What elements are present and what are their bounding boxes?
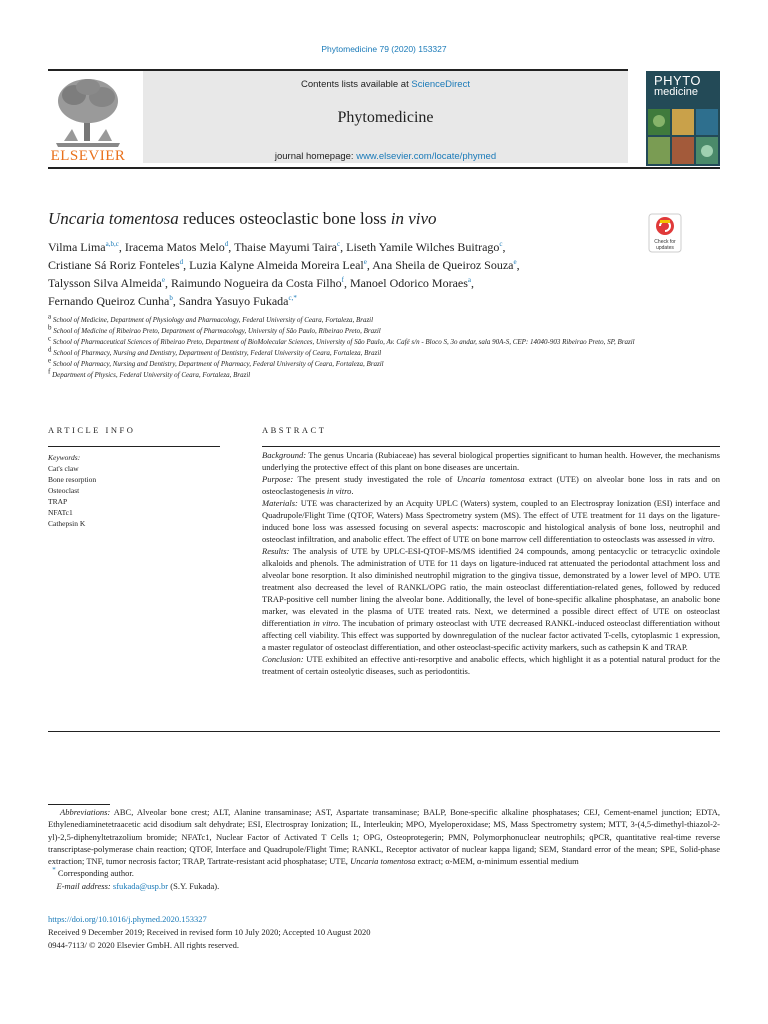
copyright: 0944-7113/ © 2020 Elsevier GmbH. All rights reserved. bbox=[48, 940, 239, 950]
homepage-link[interactable]: www.elsevier.com/locate/phymed bbox=[356, 151, 497, 162]
abstract-results: Results: The analysis of UTE by UPLC-ESI-QTOF-MS/MS identified 24 compounds, among pentacyclic or tetracyclic oxindole alkaloids and phenols. The administration of UTE for 11 days on ligature-induced rat attenuated the periodontal attachment loss and alveolar bone resorption. It also diminished neutrophil migration to the gingiva tissue, demonstrated by a lower level of MPO. UTE treatment also decreased the level of RANKL/OPG ratio, the main osteoclast differentiation-related genes, followed by reduced TRAP-positive cell number lining the alveolar bone. Additionally, the level of bone-specific alkaline phosphatase, an anabolic bone marker, was elevated in the plasma of UTE treated rats. Next, we determined a possible direct effect of UTE on osteoclast differentiation in vitro. The incubation of primary osteoclast with UTE decreased RANKL-induced osteoclast differentiation without affecting cell viability. This effect was supported by downregulation of the nuclear factor activated T-cells, cytoplasmic 1 expression, a master regulator of osteoclast differentiation, and other osteoclast-specific activity markers, such as cathepsin K and TRAP. bbox=[262, 546, 720, 652]
author[interactable]: Liseth Yamile Wilches Buitrago$^c$ bbox=[346, 240, 503, 254]
abstract-purpose: Purpose: The present study investigated the role of Uncaria tomentosa extract (UTE) on alveolar bone loss in rats and on osteoclastogenesis in vitro. bbox=[262, 474, 720, 496]
check-for-updates-badge[interactable] bbox=[648, 213, 682, 253]
affiliation: b School of Medicine of Ribeirao Preto, Department of Pharmacology, University of São Paulo, Ribeirao Preto, Brazil bbox=[48, 323, 381, 335]
corresponding-author-note: * Corresponding author. bbox=[52, 866, 134, 879]
title-middle: reduces osteoclastic bone loss bbox=[178, 209, 391, 228]
cover-title-1: PHYTO bbox=[654, 73, 702, 88]
abstract-rule bbox=[262, 446, 720, 447]
sciencedirect-link[interactable]: ScienceDirect bbox=[411, 79, 470, 90]
author[interactable]: Talysson Silva Almeida$^e$ bbox=[48, 276, 165, 290]
journal-name: Phytomedicine bbox=[337, 109, 434, 126]
header-bottom-rule bbox=[48, 167, 720, 169]
article-info-rule bbox=[48, 446, 220, 447]
keywords-label: Keywords: bbox=[48, 453, 81, 462]
keyword: Cat's claw bbox=[48, 464, 79, 473]
cover-title-2: medicine bbox=[654, 86, 699, 98]
author[interactable]: Luzia Kalyne Almeida Moreira Leal$^e$ bbox=[189, 258, 367, 272]
author[interactable]: Sandra Yasuyo Fukada$^{c,*}$ bbox=[178, 294, 297, 308]
affiliations bbox=[48, 312, 644, 380]
article-info-heading: ARTICLE INFO bbox=[48, 425, 136, 435]
journal-cover-thumbnail[interactable] bbox=[646, 71, 720, 166]
journal-homepage-line bbox=[143, 151, 628, 162]
contents-prefix: Contents lists available at bbox=[301, 79, 412, 90]
doi-link[interactable]: https://doi.org/10.1016/j.phymed.2020.153327 bbox=[48, 914, 207, 924]
cover-artwork bbox=[646, 107, 720, 166]
title-species: Uncaria tomentosa bbox=[48, 209, 179, 228]
elsevier-wordmark[interactable]: ELSEVIER bbox=[50, 148, 126, 164]
affiliation: a School of Medicine, Department of Physiology and Pharmacology, Federal University of Ceara, Fortaleza, Brazil bbox=[48, 312, 374, 324]
email-note: E-mail address: sfukada@usp.br (S.Y. Fukada). bbox=[56, 880, 220, 891]
email-link[interactable]: sfukada@usp.br bbox=[112, 880, 169, 891]
abstract-end-rule bbox=[48, 731, 720, 732]
keyword: Bone resorption bbox=[48, 475, 97, 484]
abstract-materials: Materials: UTE was characterized by an Acquity UPLC (Waters) system, coupled to an Electrospray Ionization (ESI) interface and Quadrupole/Flight Time (QTOF, Waters) Mass Spectrometry system (MS). The effect of UTE treatment for 11 days on the ligature-induced bone loss was assessed focusing on several aspects: macroscopic and histological analysis of bone loss, neutrophil and osteoclast infiltration, and anabolic effect. The effect of UTE on bone marrow cell differentiation to osteoclasts was assessed in vitro. bbox=[262, 498, 720, 544]
received-dates: Received 9 December 2019; Received in revised form 10 July 2020; Accepted 10 August 2020 bbox=[48, 927, 371, 937]
journal-citation[interactable]: Phytomedicine 79 (2020) 153327 bbox=[321, 44, 447, 54]
abstract-background: Background: The genus Uncaria (Rubiaceae) has several biological properties significant to human health. However, the mechanisms underlying the protective effect of this plant on bone diseases are uncertain. bbox=[262, 450, 720, 472]
affiliation: f Department of Physics, Federal University of Ceara, Fortaleza, Brazil bbox=[48, 367, 251, 379]
author[interactable]: Fernando Queiroz Cunha$^b$ bbox=[48, 294, 173, 308]
contents-available-line bbox=[143, 79, 628, 90]
author[interactable]: Thaise Mayumi Taira$^c$ bbox=[234, 240, 341, 254]
author[interactable]: Vilma Lima$^{a,b,c}$ bbox=[48, 240, 119, 254]
author[interactable]: Ana Sheila de Queiroz Souza$^e$ bbox=[372, 258, 517, 272]
svg-text:updates: updates bbox=[656, 245, 674, 251]
abstract-heading: ABSTRACT bbox=[262, 425, 327, 435]
abbreviations-note: Abbreviations: ABC, Alveolar bone crest; ALT, Alanine transaminase; AST, Aspartate transaminase; BALP, Bone-specific alkaline phosphatases; CEJ, Cement-enamel junction; EDTA, Ethylenediaminetetraacetic acid disodium salt dehydrate; ESI, Electrospray Ionization; IL, Interleukin; MPO, Myeloperoxidase; MS, Mass Spectrometry system; MTT, 3-(4,5-dimethyl-thiazol-2-yl)-2,5-diphenyltetrazolium bromide; NFATc1, Nuclear Factor of Activated T Cells 1; OPG, Osteoprotegerin; PMN, Polymorphonuclear neutrophils; qPCR, quantitative real-time reverse transcriptase-polymerase chain reaction; QTOF, Interface and Quadrupole/Flight Time; RANKL, Receptor activator of nuclear kappa ligand; SEM, Standard error of the mean; SPE, Solid-phase extraction; TNF, tumor necrosis factor; TRAP, Tartrate-resistant acid phosphatase; UTE, Uncaria tomentosa extract; α-MEM, α-minimum essential medium bbox=[48, 807, 720, 867]
author[interactable]: Cristiane Sá Roriz Fonteles$^d$ bbox=[48, 258, 184, 272]
author[interactable]: Manoel Odorico Moraes$^a$ bbox=[349, 276, 472, 290]
author[interactable]: Raimundo Nogueira da Costa Filho$^f$ bbox=[170, 276, 344, 290]
affiliation: d School of Pharmacy, Nursing and Dentistry, Department of Dentistry, Federal University of Ceara, Fortaleza, Brazil bbox=[48, 345, 382, 357]
footnotes bbox=[48, 806, 720, 892]
keyword: NFATc1 bbox=[48, 508, 73, 517]
abstract-conclusion: Conclusion: UTE exhibited an effective anti-resorptive and anabolic effects, which highlight it as a potential natural product for the treatment of certain osteolytic diseases, such as periodontitis. bbox=[262, 654, 720, 676]
author[interactable]: Iracema Matos Melo$^d$ bbox=[124, 240, 229, 254]
keyword: Osteoclast bbox=[48, 486, 80, 495]
svg-text:Check for: Check for bbox=[654, 239, 676, 245]
keyword: TRAP bbox=[48, 497, 68, 506]
keywords-block bbox=[48, 452, 220, 529]
homepage-prefix: journal homepage: bbox=[274, 151, 357, 162]
affiliation: e School of Pharmacy, Nursing and Dentistry, Department of Pharmacy, Federal University of Ceara, Fortaleza, Brazil bbox=[48, 356, 384, 368]
keyword: Cathepsin K bbox=[48, 519, 86, 528]
abstract-body bbox=[262, 449, 720, 677]
title-in-vivo: in vivo bbox=[390, 209, 437, 228]
affiliation: c School of Pharmaceutical Sciences of Ribeirao Preto, Department of BioMolecular Sciences, University of São Paulo, Av. Café s/n - Bloco S, 3o andar, sala 90A-S, CEP: 14040-903 Ribeirao Preto, SP, Brazil bbox=[48, 334, 635, 346]
article-title bbox=[48, 209, 628, 229]
footnote-rule bbox=[48, 804, 110, 805]
author-list: Vilma Lima$^{a,b,c}$, Iracema Matos Melo$^d$, Thaise Mayumi Taira$^c$, Liseth Yamile Wilches Buitrago$^c$, Cristiane Sá Roriz Fonteles$^d$, Luzia Kalyne Almeida Moreira Leal$^e$, Ana Sheila de Queiroz Souza$^e$, Talysson Silva Almeida$^e$, Raimundo Nogueira da Costa Filho$^f$, Manoel Odorico Moraes$^a$, Fernando Queiroz Cunha$^b$, Sandra Yasuyo Fukada$^{c,*}$ bbox=[48, 240, 520, 308]
